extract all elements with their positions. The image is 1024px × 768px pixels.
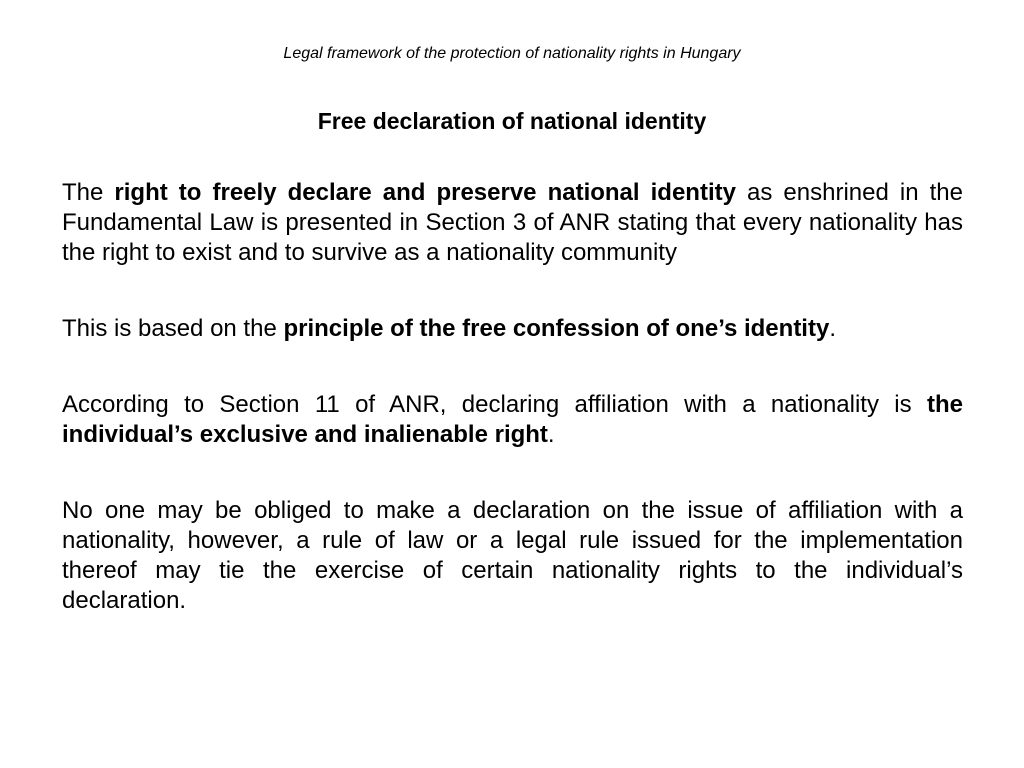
paragraph-principle: [62, 314, 963, 344]
paragraph-text: as enshrined in the Fundamental Law is presented in Section 3 of ANR stating that every nationality has the right to exist and to survive as a nationality community: [62, 179, 963, 266]
paragraph-text: .: [829, 315, 836, 342]
slide-subtitle: Free declaration of national identity: [317, 108, 707, 134]
paragraph-emphasis: the individual’s exclusive and inalienable right: [62, 391, 963, 448]
paragraph-text: According to Section 11 of ANR, declaring affiliation with a nationality is: [62, 391, 927, 418]
slide-body: [62, 178, 963, 616]
slide-header: Legal framework of the protection of nationality rights in Hungary: [283, 45, 741, 62]
paragraph-no-obligation: No one may be obliged to make a declaration on the issue of affiliation with a nationality, however, a rule of law or a legal rule issued for the implementation thereof may tie the exercise of certain nationality rights to the individual’s declaration.: [62, 497, 963, 614]
paragraph-right-to-declare: [62, 178, 963, 268]
paragraph-section-11: [62, 390, 963, 450]
paragraph-text: This is based on the: [62, 315, 284, 342]
paragraph-emphasis: right to freely declare and preserve national identity: [114, 179, 736, 206]
paragraph-emphasis: principle of the free confession of one’s identity: [283, 315, 830, 342]
paragraph-text: .: [547, 421, 555, 448]
paragraph-text: The: [62, 179, 115, 206]
